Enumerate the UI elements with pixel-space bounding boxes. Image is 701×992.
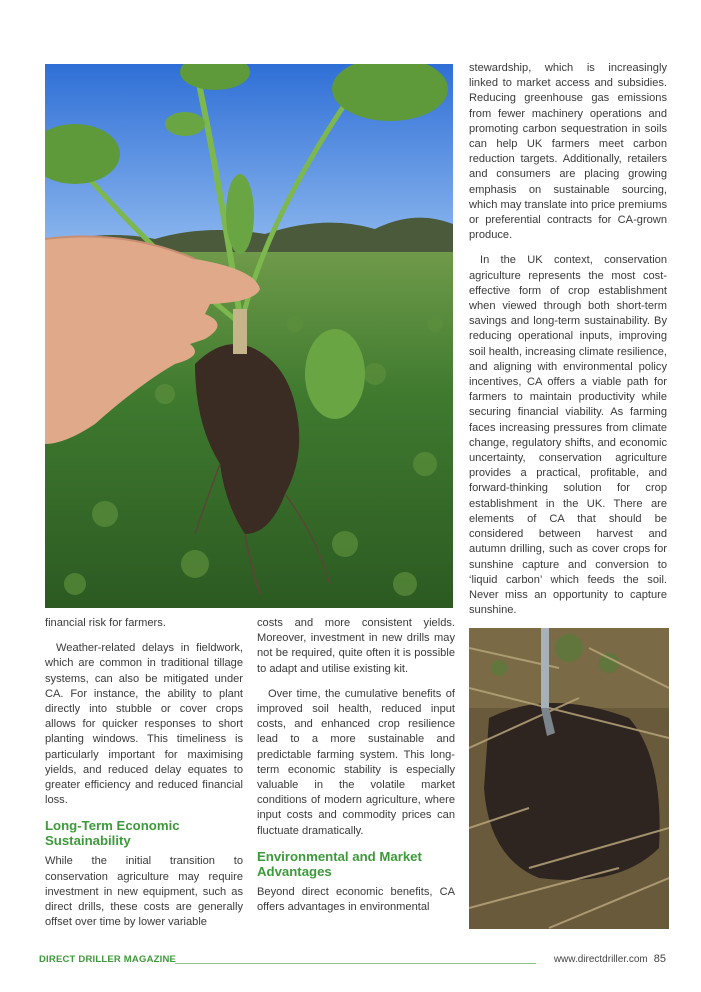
plant-root-photo [45, 64, 453, 608]
page-number: 85 [653, 953, 666, 965]
left-column [45, 616, 243, 930]
magazine-name: DIRECT DRILLER MAGAZINE [39, 954, 177, 965]
footer-right [554, 953, 666, 965]
paragraph: Weather-related delays in fieldwork, which are common in traditional tillage systems, can also be mitigated under CA. For instance, the ability to plant directly into stubble or cover crops allows for quicker responses to short planting windows. This timeliness is particularly important for maximising yields, and reduced delay equates to greater efficiency and reduced financial loss. [45, 642, 243, 807]
section-heading: Environmental and Market Advantages [257, 848, 422, 879]
paragraph: Over time, the cumulative benefits of improved soil health, reduced input costs, and enhanced crop resilience lead to a more sustainable and predictable farming system. This long-term economic stability is especially valuable in the volatile market conditions of modern agriculture, where input costs and commodity prices can fluctuate dramatically. [257, 687, 455, 837]
right-column [469, 61, 667, 618]
paragraph: Beyond direct economic benefits, CA offers advantages in environmental [257, 885, 455, 914]
paragraph: In the UK context, conservation agriculture represents the most cost-effective form of crop establishment when viewed through both short-term savings and long-term sustainability. By reducing operational inputs, improving soil health, increasing climate resilience, and aligning with environmental policy incentives, CA offers a viable path for farmers to maintain productivity while securing financial viability. As farming faces increasing pressures from climate change, regulatory shifts, and economic uncertainty, conservation agriculture provides a practical, profitable, and forward-thinking solution for crop establishment in the UK. There are elements of CA that should be considered between harvest and autumn drilling, such as cover crops for sunshine capture and conversion to ‘liquid carbon’ which feeds the soil. Never miss an opportunity to capture sunshine. [469, 254, 667, 617]
middle-column [257, 616, 455, 915]
paragraph: While the initial transition to conservation agriculture may require investment in new equipment, such as direct drills, these costs are generally offset over time by lower variable [45, 855, 243, 929]
page-footer [39, 952, 666, 968]
website-link[interactable]: www.directdriller.com [553, 954, 648, 965]
footer-divider [175, 963, 536, 964]
paragraph: costs and more consistent yields. Moreover, investment in new drills may not be required, quite often it is possible to adapt and utilise existing kit. [257, 617, 455, 675]
section-heading: Long-Term Economic Sustainability [45, 818, 180, 849]
paragraph: stewardship, which is increasingly linked to market access and subsidies. Reducing greenhouse gas emissions from fewer machinery operations and promoting carbon sequestration in soils can help UK farmers meet carbon reduction targets. Additionally, retailers and consumers are placing growing emphasis on sustainable sourcing, which may translate into price premiums or preferential contracts for CA-grown produce. [469, 62, 667, 242]
soil-photo [469, 628, 669, 929]
paragraph: financial risk for farmers. [45, 617, 166, 629]
